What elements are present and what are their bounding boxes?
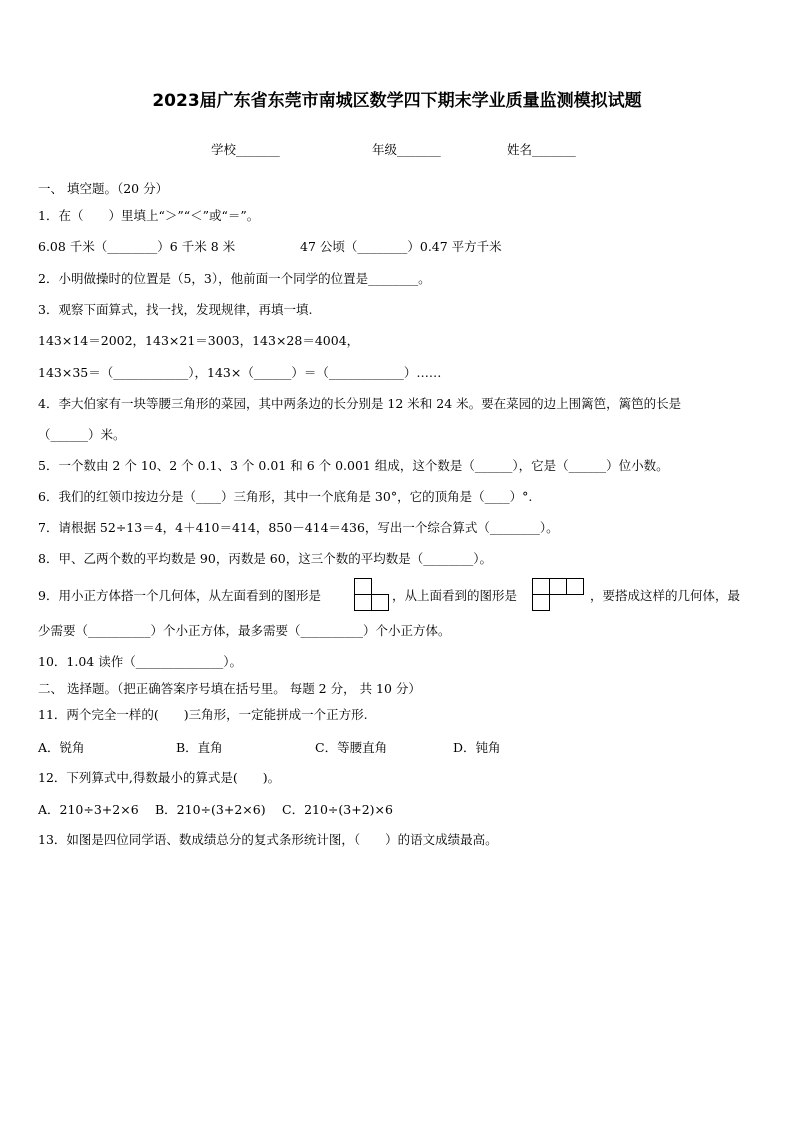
question-6: 6．我们的红领巾按边分是（____）三角形，其中一个底角是 30°，它的顶角是（____）°.: [38, 489, 533, 504]
top-view-figure: [532, 578, 588, 612]
question-7: 7．请根据 52÷13＝4，4＋410＝414，850－414＝436，写出一个综合算式（________）。: [38, 520, 559, 535]
question-2: 2．小明做操时的位置是（5，3），他前面一个同学的位置是________。: [38, 271, 431, 286]
question-13: 13．如图是四位同学语、数成绩总分的复式条形统计图，（ ）的语文成绩最高。: [38, 832, 498, 847]
question-11: 11．两个完全一样的( )三角形，一定能拼成一个正方形.: [38, 707, 368, 722]
question-1b: 47 公顷（________）0.47 平方千米: [300, 239, 502, 254]
q11-option-a: A．锐角: [38, 740, 85, 755]
question-3: 3．观察下面算式，找一找，发现规律，再填一填.: [38, 302, 313, 317]
question-3-fill: 143×35＝（____________），143×（______）＝（____________）……: [38, 365, 442, 380]
q11-option-d: D．钝角: [453, 740, 501, 755]
question-1a: 6.08 千米（________）6 千米 8 米: [38, 239, 236, 254]
question-9-part2: ，从上面看到的图形是: [392, 588, 518, 603]
page-title: 2023届广东省东莞市南城区数学四下期末学业质量监测模拟试题: [152, 91, 642, 111]
question-3-examples: 143×14＝2002，143×21＝3003，143×28＝4004，: [38, 333, 360, 348]
question-9-part3: ，要搭成这样的几何体，最: [590, 588, 741, 603]
question-8: 8．甲、乙两个数的平均数是 90，丙数是 60，这三个数的平均数是（________）。: [38, 551, 492, 566]
question-10: 10．1.04 读作（______________）。: [38, 654, 242, 669]
name-field: 姓名_______: [507, 142, 576, 157]
question-12: 12．下列算式中,得数最小的算式是( )。: [38, 770, 281, 785]
section-heading-fill-in: 一、 填空题。（20 分）: [38, 181, 169, 196]
question-9-line2: 少需要（__________）个小正方体，最多需要（__________）个小正方体。: [38, 623, 451, 638]
question-4-line2: （______）米。: [38, 427, 126, 442]
q11-option-b: B．直角: [176, 740, 223, 755]
grade-field: 年级_______: [372, 142, 441, 157]
question-9-part1: 9．用小正方体搭一个几何体，从左面看到的图形是: [38, 588, 321, 603]
question-5: 5．一个数由 2 个 10、2 个 0.1、3 个 0.01 和 6 个 0.001 组成，这个数是（______），它是（______）位小数。: [38, 458, 669, 473]
q11-option-c: C．等腰直角: [315, 740, 388, 755]
left-view-figure: [354, 578, 390, 612]
school-field: 学校_______: [211, 142, 280, 157]
question-4-line1: 4．李大伯家有一块等腰三角形的菜园，其中两条边的长分别是 12 米和 24 米。要在菜园的边上围篱笆，篱笆的长是: [38, 396, 682, 411]
q12-option-c: C．210÷(3+2)×6: [282, 802, 393, 817]
question-1: 1．在（ ）里填上“＞”“＜”或“＝”。: [38, 208, 260, 223]
q12-option-a: A．210÷3+2×6: [38, 802, 139, 817]
section-heading-choice: 二、 选择题。（把正确答案序号填在括号里。 每题 2 分， 共 10 分）: [38, 681, 421, 696]
q12-option-b: B．210÷(3+2×6): [155, 802, 266, 817]
